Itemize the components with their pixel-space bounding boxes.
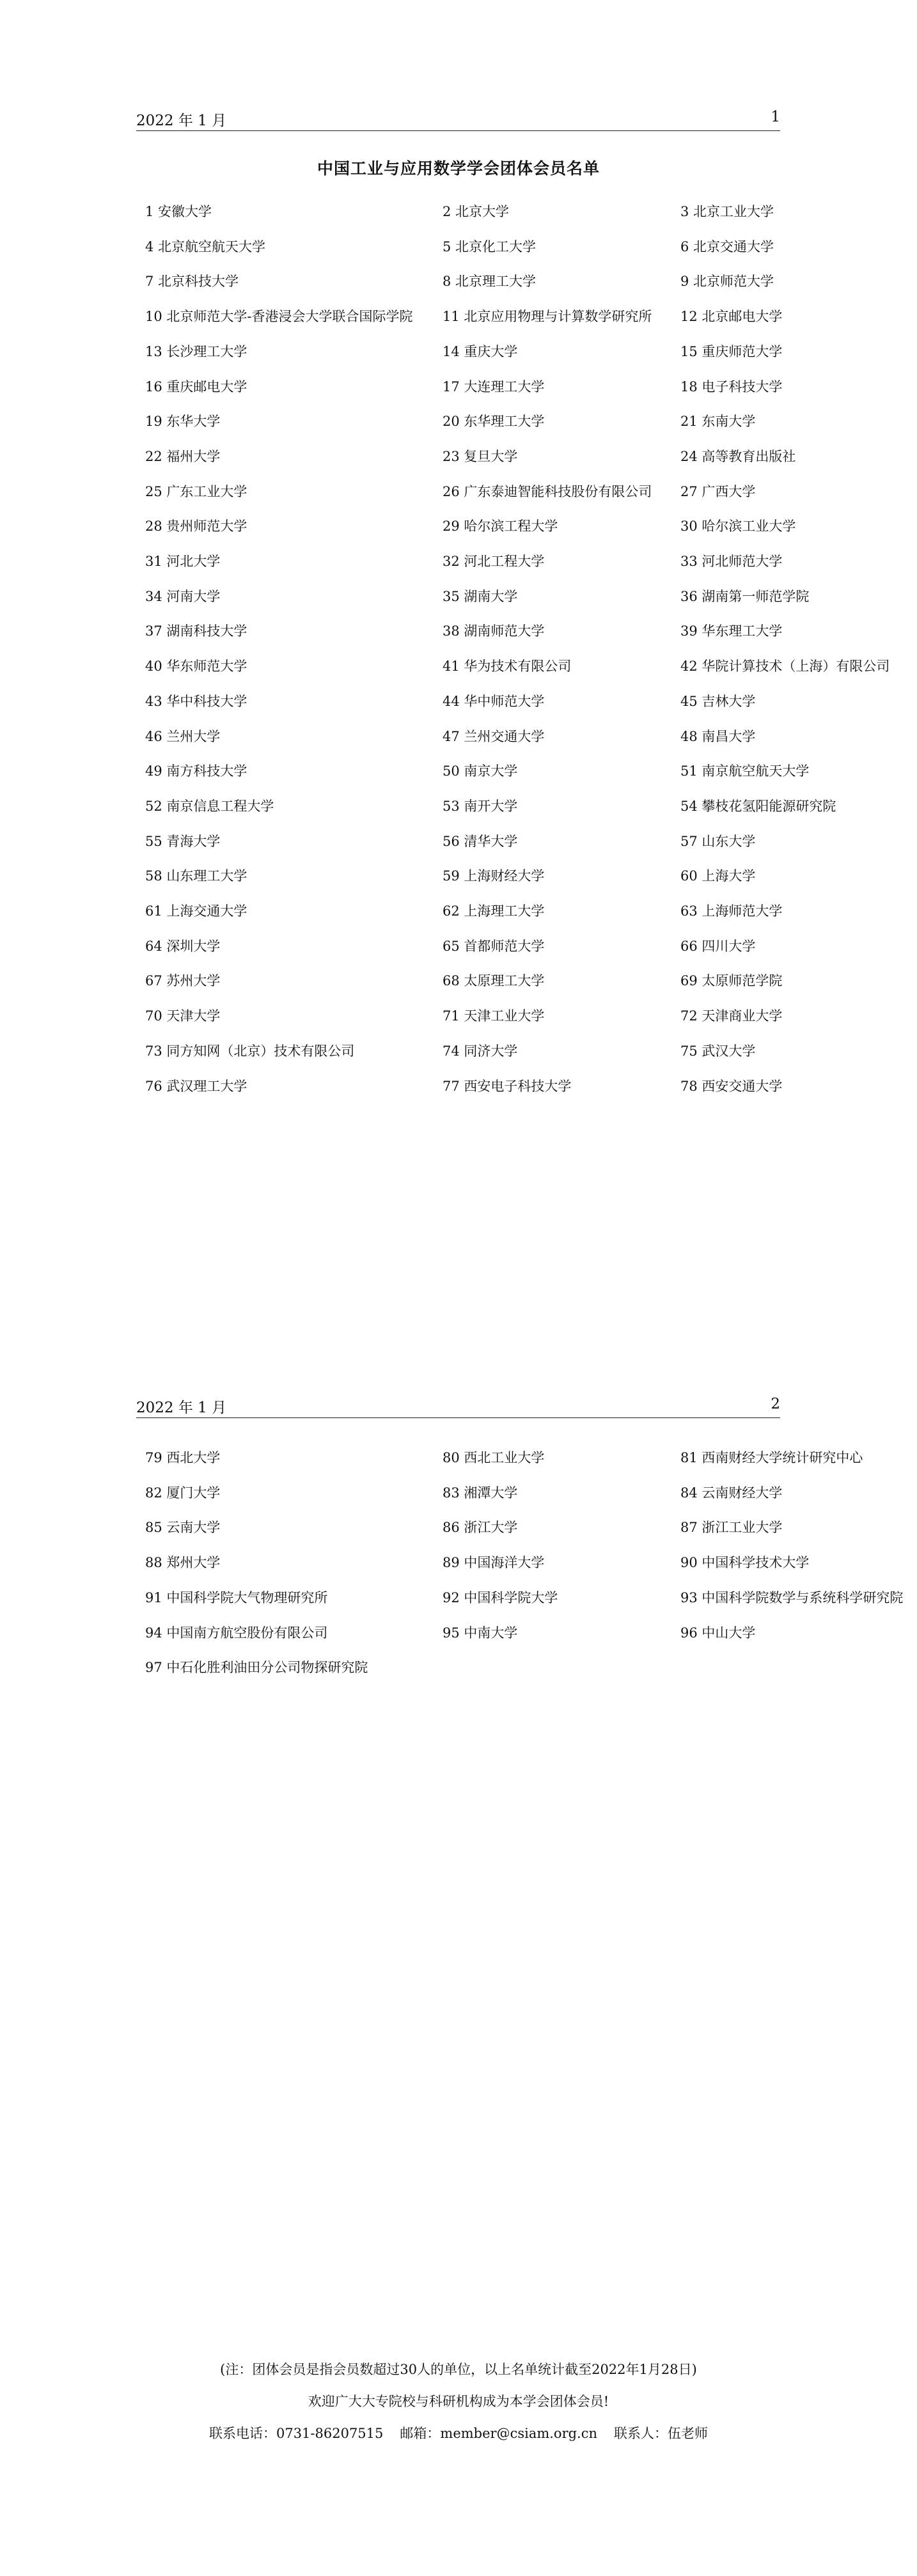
member-item: 89 中国海洋大学 [443, 1555, 545, 1571]
member-item: 72 天津商业大学 [680, 1008, 783, 1024]
member-item: 28 贵州师范大学 [145, 519, 247, 535]
member-item: 29 哈尔滨工程大学 [443, 519, 558, 535]
member-item: 43 华中科技大学 [145, 693, 247, 709]
member-item: 68 太原理工大学 [443, 973, 545, 989]
member-item: 12 北京邮电大学 [680, 309, 783, 325]
member-item: 71 天津工业大学 [443, 1008, 545, 1024]
page-header-2 [136, 1396, 780, 1418]
member-item: 79 西北大学 [145, 1450, 221, 1465]
page-number: 1 [771, 109, 780, 125]
member-item: 67 苏州大学 [145, 973, 221, 989]
member-item: 36 湖南第一师范学院 [680, 588, 810, 604]
member-item: 82 厦门大学 [145, 1485, 221, 1501]
member-item: 63 上海师范大学 [680, 903, 783, 919]
header-date: 2022 年 1 月 [136, 1400, 227, 1416]
member-item: 48 南昌大学 [680, 728, 756, 744]
member-item: 5 北京化工大学 [443, 238, 537, 254]
member-item: 87 浙江工业大学 [680, 1520, 783, 1536]
member-item: 39 华东理工大学 [680, 623, 783, 639]
member-item: 25 广东工业大学 [145, 483, 247, 499]
member-item: 86 浙江大学 [443, 1520, 518, 1536]
member-item: 41 华为技术有限公司 [443, 659, 572, 675]
member-item: 97 中石化胜利油田分公司物探研究院 [145, 1660, 368, 1676]
member-item: 62 上海理工大学 [443, 903, 545, 919]
member-item: 84 云南财经大学 [680, 1485, 783, 1501]
member-item: 50 南京大学 [443, 763, 518, 779]
member-item: 9 北京师范大学 [680, 274, 774, 290]
member-item: 32 河北工程大学 [443, 554, 545, 569]
contact-phone: 联系电话：0731-86207515 [208, 2426, 384, 2441]
member-item: 34 河南大学 [145, 588, 221, 604]
member-item: 26 广东泰迪智能科技股份有限公司 [443, 483, 652, 499]
member-item: 21 东南大学 [680, 414, 756, 430]
member-item: 76 武汉理工大学 [145, 1078, 247, 1094]
member-item: 90 中国科学技术大学 [680, 1555, 810, 1571]
header-date: 2022 年 1 月 [136, 113, 227, 129]
member-item: 3 北京工业大学 [680, 204, 774, 219]
member-item: 2 北京大学 [443, 204, 510, 219]
member-item: 38 湖南师范大学 [443, 623, 545, 639]
member-item: 66 四川大学 [680, 938, 756, 954]
member-item: 49 南方科技大学 [145, 763, 247, 779]
contact-email: 邮箱：member@csiam.org.cn [400, 2426, 598, 2441]
member-item: 4 北京航空航天大学 [145, 238, 266, 254]
member-item: 77 西安电子科技大学 [443, 1078, 572, 1094]
member-item: 16 重庆邮电大学 [145, 379, 247, 394]
member-item: 47 兰州交通大学 [443, 728, 545, 744]
member-item: 58 山东理工大学 [145, 868, 247, 884]
member-item: 85 云南大学 [145, 1520, 221, 1536]
footer-contact [0, 2423, 917, 2442]
contact-person: 联系人：伍老师 [614, 2426, 709, 2441]
member-item: 57 山东大学 [680, 833, 756, 849]
member-item: 83 湘潭大学 [443, 1485, 518, 1501]
member-item: 11 北京应用物理与计算数学研究所 [443, 309, 652, 325]
page-header-1 [136, 109, 780, 131]
member-item: 51 南京航空航天大学 [680, 763, 810, 779]
member-item: 30 哈尔滨工业大学 [680, 519, 796, 535]
member-item: 35 湖南大学 [443, 588, 518, 604]
member-item: 10 北京师范大学-香港浸会大学联合国际学院 [145, 309, 413, 325]
member-item: 27 广西大学 [680, 483, 756, 499]
member-item: 23 复旦大学 [443, 448, 518, 464]
member-item: 18 电子科技大学 [680, 379, 783, 394]
member-item: 20 东华理工大学 [443, 414, 545, 430]
member-item: 8 北京理工大学 [443, 274, 537, 290]
member-item: 52 南京信息工程大学 [145, 798, 274, 814]
member-item: 42 华院计算技术（上海）有限公司 [680, 659, 890, 675]
member-item: 78 西安交通大学 [680, 1078, 783, 1094]
member-item: 1 安徽大学 [145, 204, 212, 219]
member-item: 19 东华大学 [145, 414, 221, 430]
member-item: 14 重庆大学 [443, 343, 518, 359]
member-item: 55 青海大学 [145, 833, 221, 849]
member-item: 91 中国科学院大气物理研究所 [145, 1589, 328, 1605]
member-item: 94 中国南方航空股份有限公司 [145, 1625, 328, 1641]
member-item: 60 上海大学 [680, 868, 756, 884]
member-item: 45 吉林大学 [680, 693, 756, 709]
member-item: 65 首都师范大学 [443, 938, 545, 954]
member-item: 40 华东师范大学 [145, 659, 247, 675]
member-item: 56 清华大学 [443, 833, 518, 849]
member-item: 6 北京交通大学 [680, 238, 774, 254]
footer-welcome: 欢迎广大大专院校与科研机构成为本学会团体会员! [308, 2394, 609, 2409]
member-item: 37 湖南科技大学 [145, 623, 247, 639]
member-item: 74 同济大学 [443, 1043, 518, 1059]
member-item: 93 中国科学院数学与系统科学研究院 [680, 1589, 904, 1605]
member-item: 7 北京科技大学 [145, 274, 239, 290]
member-item: 31 河北大学 [145, 554, 221, 569]
member-item: 13 长沙理工大学 [145, 343, 247, 359]
member-item: 69 太原师范学院 [680, 973, 783, 989]
member-item: 46 兰州大学 [145, 728, 221, 744]
member-item: 95 中南大学 [443, 1625, 518, 1641]
member-item: 70 天津大学 [145, 1008, 221, 1024]
member-item: 44 华中师范大学 [443, 693, 545, 709]
member-item: 88 郑州大学 [145, 1555, 221, 1571]
member-item: 22 福州大学 [145, 448, 221, 464]
member-item: 64 深圳大学 [145, 938, 221, 954]
member-item: 75 武汉大学 [680, 1043, 756, 1059]
member-item: 92 中国科学院大学 [443, 1589, 558, 1605]
page-number: 2 [771, 1396, 780, 1412]
document-title: 中国工业与应用数学学会团体会员名单 [317, 159, 600, 178]
footer-note: (注：团体会员是指会员数超过30人的单位，以上名单统计截至2022年1月28日) [220, 2362, 697, 2377]
member-item: 73 同方知网（北京）技术有限公司 [145, 1043, 355, 1059]
member-item: 96 中山大学 [680, 1625, 756, 1641]
member-item: 24 高等教育出版社 [680, 448, 796, 464]
member-item: 33 河北师范大学 [680, 554, 783, 569]
member-item: 53 南开大学 [443, 798, 518, 814]
member-item: 61 上海交通大学 [145, 903, 247, 919]
member-item: 59 上海财经大学 [443, 868, 545, 884]
member-item: 17 大连理工大学 [443, 379, 545, 394]
member-item: 15 重庆师范大学 [680, 343, 783, 359]
member-item: 80 西北工业大学 [443, 1450, 545, 1465]
member-item: 81 西南财经大学统计研究中心 [680, 1450, 863, 1465]
member-item: 54 攀枝花氢阳能源研究院 [680, 798, 836, 814]
